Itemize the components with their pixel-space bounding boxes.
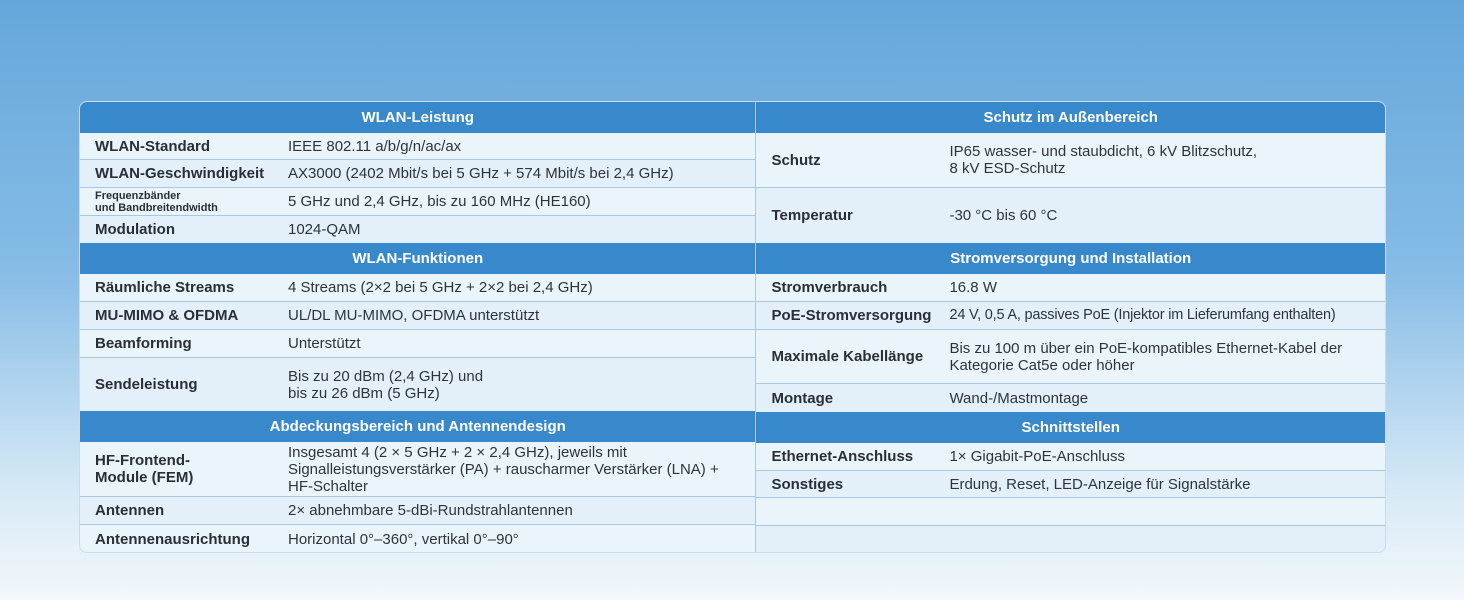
spec-row — [80, 160, 755, 188]
spec-value-line: Bis zu 100 m über ein PoE-kompatibles Ethernet-Kabel der — [949, 339, 1343, 357]
section-header: Schutz im Außenbereich — [756, 102, 1385, 133]
spec-row — [80, 274, 755, 302]
spec-row-empty — [756, 498, 1385, 526]
section-header: Abdeckungsbereich und Antennendesign — [80, 411, 755, 442]
spec-table — [79, 101, 1386, 553]
section-header: WLAN-Leistung — [80, 102, 755, 133]
spec-label-line: HF-Frontend- — [95, 452, 190, 469]
spec-row — [756, 133, 1385, 188]
spec-label — [80, 190, 288, 214]
spec-row — [80, 216, 755, 243]
spec-label: Sendeleistung — [95, 376, 198, 393]
spec-value-line: Insgesamt 4 (2 × 5 GHz + 2 × 2,4 GHz), jeweils mit — [288, 443, 627, 461]
spec-value-line: bis zu 26 dBm (5 GHz) — [288, 384, 440, 402]
section-header: Stromversorgung und Installation — [756, 243, 1385, 274]
spec-label: WLAN-Geschwindigkeit — [95, 165, 265, 182]
spec-row — [756, 330, 1385, 384]
spec-label: Antennenausrichtung — [95, 530, 251, 548]
spec-value: Unterstützt — [288, 335, 361, 352]
spec-row — [80, 302, 755, 330]
spec-label: Montage — [771, 389, 834, 407]
spec-row — [756, 188, 1385, 243]
spec-label: WLAN-Standard — [95, 137, 210, 155]
spec-label-line: und Bandbreitendwidth — [95, 201, 218, 214]
spec-value: AX3000 (2402 Mbit/s bei 5 GHz + 574 Mbit/s bei 2,4 GHz) — [288, 165, 674, 182]
spec-value: -30 °C bis 60 °C — [949, 207, 1058, 224]
spec-row — [80, 188, 755, 216]
spec-value: 5 GHz und 2,4 GHz, bis zu 160 MHz (HE160) — [288, 193, 591, 210]
spec-value-line: IP65 wasser- und staubdicht, 6 kV Blitzschutz, — [949, 143, 1258, 160]
spec-label-line: Module (FEM) — [95, 469, 194, 486]
section-header: WLAN-Funktionen — [80, 243, 755, 274]
spec-label: Modulation — [95, 221, 175, 238]
spec-value — [949, 340, 1348, 374]
spec-value: 24 V, 0,5 A, passives PoE (Injektor im Lieferumfang enthalten) — [949, 307, 1336, 323]
spec-row — [80, 442, 755, 497]
spec-row-empty — [756, 526, 1385, 553]
spec-value: IEEE 802.11 a/b/g/n/ac/ax — [288, 137, 462, 155]
spec-label: Ethernet-Anschluss — [771, 448, 914, 465]
spec-value: UL/DL MU-MIMO, OFDMA unterstützt — [288, 307, 540, 324]
spec-value-line: 8 kV ESD-Schutz — [949, 160, 1066, 177]
spec-label: Stromverbrauch — [771, 279, 888, 296]
spec-value — [288, 368, 489, 402]
spec-label: Sonstiges — [771, 475, 844, 493]
spec-value: Erdung, Reset, LED-Anzeige für Signalstärke — [949, 475, 1251, 493]
spec-value: 2× abnehmbare 5-dBi-Rundstrahlantennen — [288, 502, 573, 519]
spec-value: 16.8 W — [949, 279, 997, 296]
spec-value: Horizontal 0°–360°, vertikal 0°–90° — [288, 530, 519, 548]
spec-label — [80, 452, 288, 486]
spec-row — [80, 358, 755, 411]
spec-label: Räumliche Streams — [95, 279, 235, 296]
spec-label: PoE-Stromversorgung — [771, 307, 932, 324]
spec-row — [80, 330, 755, 358]
spec-row — [80, 525, 755, 553]
spec-row — [756, 384, 1385, 412]
spec-value-line: Signalleistungsverstärker (PA) + rauscharmer Verstärker (LNA) + — [288, 460, 719, 478]
spec-value: 1024-QAM — [288, 221, 361, 238]
spec-label: Maximale Kabellänge — [771, 348, 924, 365]
section-header: Schnittstellen — [756, 412, 1385, 443]
spec-label: Schutz — [771, 151, 821, 169]
spec-label: MU-MIMO & OFDMA — [95, 307, 239, 324]
spec-value — [949, 143, 1263, 177]
spec-row — [756, 302, 1385, 330]
spec-row — [756, 274, 1385, 302]
spec-column-right — [756, 102, 1385, 552]
spec-column-left — [80, 102, 756, 552]
spec-value-line: Bis zu 20 dBm (2,4 GHz) und — [288, 367, 484, 385]
spec-row — [756, 443, 1385, 471]
spec-label: Beamforming — [95, 335, 192, 352]
spec-value — [288, 444, 725, 495]
spec-value-line: HF-Schalter — [288, 477, 369, 495]
spec-row — [756, 471, 1385, 498]
spec-row — [80, 497, 755, 525]
spec-label-line: Frequenzbänder — [95, 189, 181, 202]
spec-label: Temperatur — [771, 207, 853, 224]
spec-value-line: Kategorie Cat5e oder höher — [949, 356, 1135, 374]
spec-value: Wand-/Mastmontage — [949, 389, 1089, 407]
spec-value: 4 Streams (2×2 bei 5 GHz + 2×2 bei 2,4 GHz) — [288, 279, 593, 296]
spec-row — [80, 133, 755, 160]
spec-label: Antennen — [95, 502, 165, 519]
spec-value: 1× Gigabit-PoE-Anschluss — [949, 448, 1125, 465]
